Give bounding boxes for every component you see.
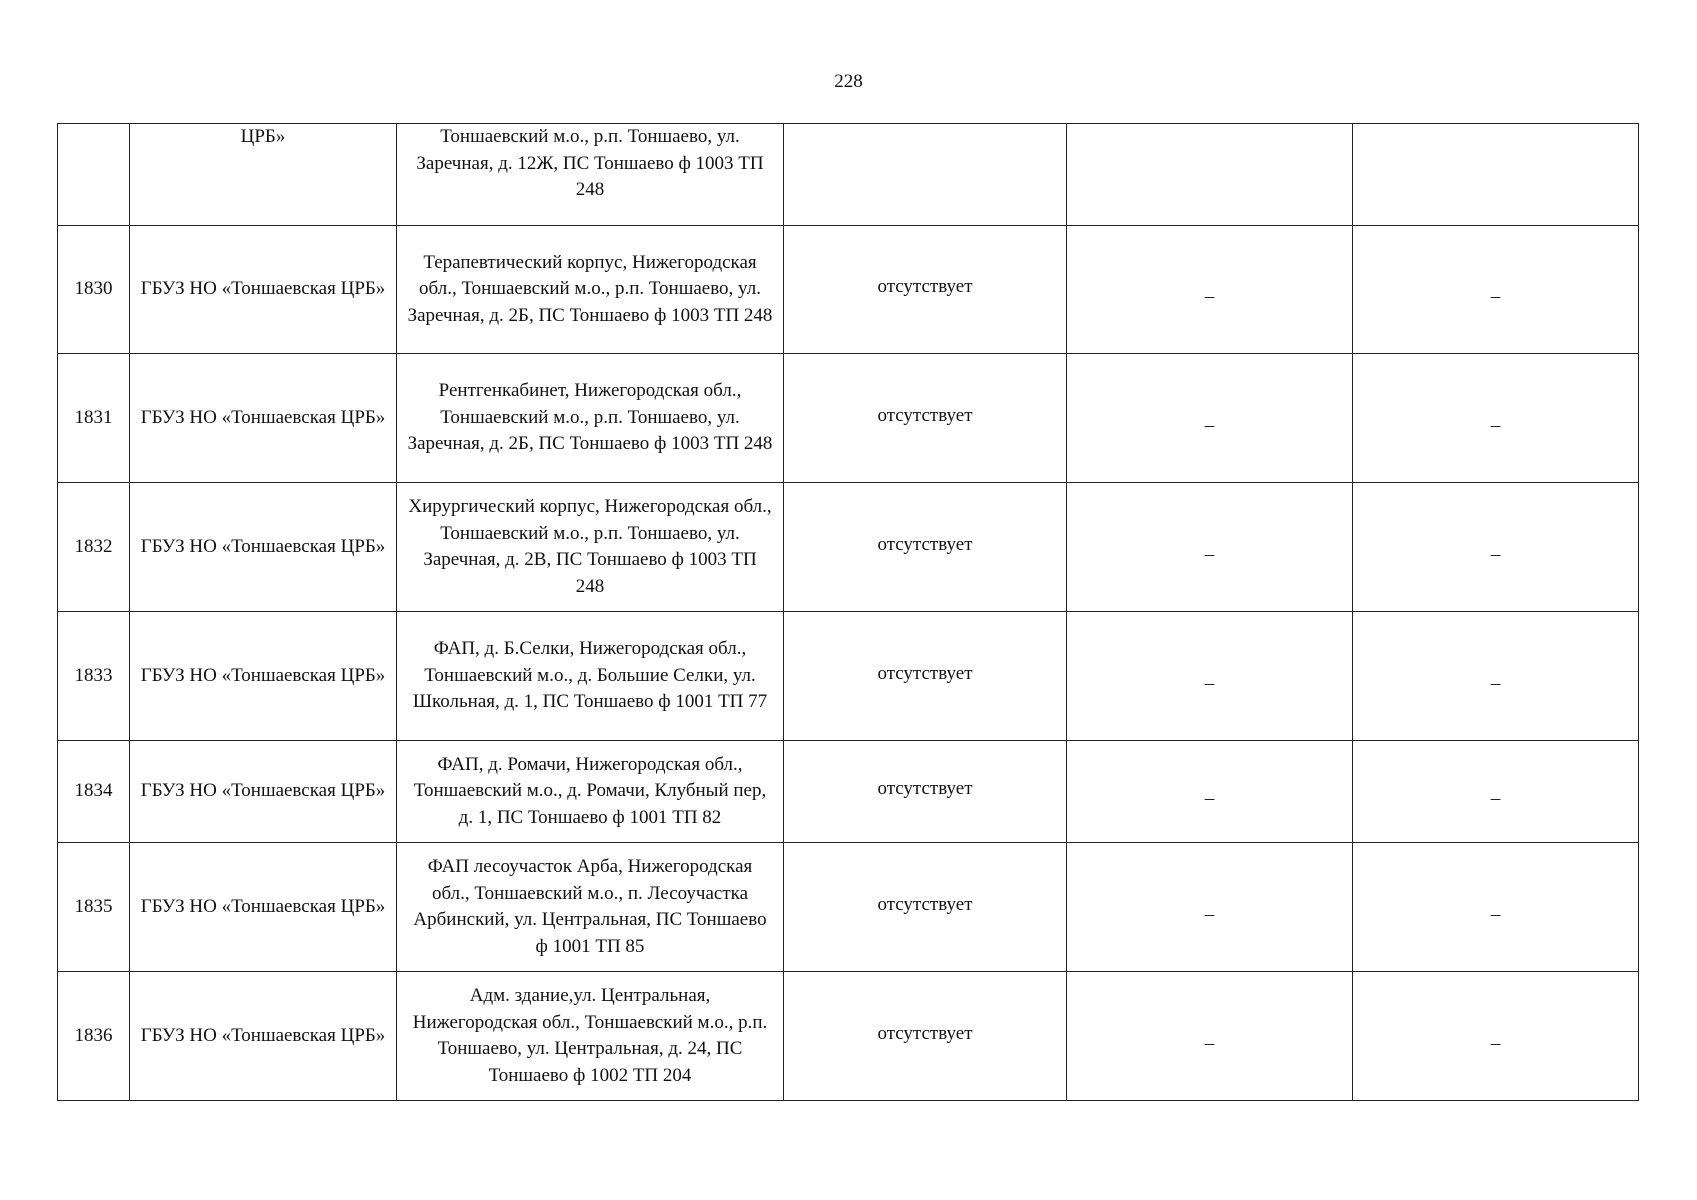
dash-text: –	[1490, 414, 1501, 436]
data-table	[57, 123, 1639, 1101]
dash-text: –	[1490, 903, 1501, 925]
cell-org: ЦРБ»	[130, 124, 397, 226]
cell-col5	[1067, 124, 1353, 226]
status-text: отсутствует	[877, 1022, 973, 1044]
cell-num: 1835	[58, 843, 130, 972]
dash-text: –	[1204, 286, 1215, 308]
cell-col6	[1353, 124, 1639, 226]
cell-address: ФАП, д. Б.Селки, Нижегородская обл., Тоншаевский м.о., д. Большие Селки, ул. Школьная, д. 1, ПС Тоншаево ф 1001 ТП 77	[397, 612, 784, 741]
table-row	[58, 843, 1639, 972]
table-row	[58, 972, 1639, 1101]
cell-org: ГБУЗ НО «Тоншаевская ЦРБ»	[130, 612, 397, 741]
cell-num: 1836	[58, 972, 130, 1101]
dash-text: –	[1204, 672, 1215, 694]
status-text: отсутствует	[877, 662, 973, 684]
dash-text: –	[1204, 543, 1215, 565]
cell-status	[784, 354, 1067, 483]
cell-num: 1830	[58, 226, 130, 354]
cell-col5	[1067, 972, 1353, 1101]
cell-col6	[1353, 354, 1639, 483]
cell-org: ГБУЗ НО «Тоншаевская ЦРБ»	[130, 483, 397, 612]
dash-text: –	[1204, 903, 1215, 925]
status-text: отсутствует	[877, 893, 973, 915]
cell-address: Рентгенкабинет, Нижегородская обл., Тоншаевский м.о., р.п. Тоншаево, ул. Заречная, д. 2Б, ПС Тоншаево ф 1003 ТП 248	[397, 354, 784, 483]
cell-address: ФАП лесоучасток Арба, Нижегородская обл., Тоншаевский м.о., п. Лесоучастка Арбинский, ул. Центральная, ПС Тоншаево ф 1001 ТП 85	[397, 843, 784, 972]
cell-address: Адм. здание,ул. Центральная, Нижегородская обл., Тоншаевский м.о., р.п. Тоншаево, ул. Центральная, д. 24, ПС Тоншаево ф 1002 ТП 204	[397, 972, 784, 1101]
status-text: отсутствует	[877, 276, 973, 298]
dash-text: –	[1490, 286, 1501, 308]
cell-col5	[1067, 741, 1353, 843]
cell-col6	[1353, 612, 1639, 741]
cell-num	[58, 124, 130, 226]
dash-text: –	[1490, 1032, 1501, 1054]
cell-status	[784, 843, 1067, 972]
cell-col6	[1353, 483, 1639, 612]
dash-text: –	[1204, 1032, 1215, 1054]
cell-status	[784, 226, 1067, 354]
cell-status	[784, 124, 1067, 226]
page-number: 228	[834, 71, 863, 92]
cell-num: 1831	[58, 354, 130, 483]
dash-text: –	[1204, 414, 1215, 436]
cell-col5	[1067, 226, 1353, 354]
cell-status	[784, 612, 1067, 741]
cell-status	[784, 741, 1067, 843]
status-text: отсутствует	[877, 778, 973, 800]
cell-status	[784, 483, 1067, 612]
dash-text: –	[1204, 788, 1215, 810]
cell-col6	[1353, 972, 1639, 1101]
table-row	[58, 354, 1639, 483]
cell-address: Терапевтический корпус, Нижегородская обл., Тоншаевский м.о., р.п. Тоншаево, ул. Заречная, д. 2Б, ПС Тоншаево ф 1003 ТП 248	[397, 226, 784, 354]
cell-org: ГБУЗ НО «Тоншаевская ЦРБ»	[130, 843, 397, 972]
dash-text: –	[1490, 672, 1501, 694]
cell-col5	[1067, 612, 1353, 741]
cell-num: 1833	[58, 612, 130, 741]
cell-num: 1834	[58, 741, 130, 843]
table-row	[58, 226, 1639, 354]
dash-text: –	[1490, 788, 1501, 810]
table-row-continued	[58, 124, 1639, 226]
cell-address: ФАП, д. Ромачи, Нижегородская обл., Тоншаевский м.о., д. Ромачи, Клубный пер, д. 1, ПС Тоншаево ф 1001 ТП 82	[397, 741, 784, 843]
cell-org: ГБУЗ НО «Тоншаевская ЦРБ»	[130, 741, 397, 843]
cell-org: ГБУЗ НО «Тоншаевская ЦРБ»	[130, 226, 397, 354]
table-row	[58, 612, 1639, 741]
cell-col6	[1353, 741, 1639, 843]
cell-address: Хирургический корпус, Нижегородская обл., Тоншаевский м.о., р.п. Тоншаево, ул. Заречная, д. 2В, ПС Тоншаево ф 1003 ТП 248	[397, 483, 784, 612]
cell-org: ГБУЗ НО «Тоншаевская ЦРБ»	[130, 354, 397, 483]
status-text: отсутствует	[877, 404, 973, 426]
dash-text: –	[1490, 543, 1501, 565]
cell-col5	[1067, 354, 1353, 483]
cell-col6	[1353, 226, 1639, 354]
cell-org: ГБУЗ НО «Тоншаевская ЦРБ»	[130, 972, 397, 1101]
cell-num: 1832	[58, 483, 130, 612]
cell-address: Тоншаевский м.о., р.п. Тоншаево, ул. Заречная, д. 12Ж, ПС Тоншаево ф 1003 ТП 248	[397, 124, 784, 226]
cell-col5	[1067, 483, 1353, 612]
status-text: отсутствует	[877, 533, 973, 555]
table-row	[58, 483, 1639, 612]
table-row	[58, 741, 1639, 843]
cell-col6	[1353, 843, 1639, 972]
cell-status	[784, 972, 1067, 1101]
cell-col5	[1067, 843, 1353, 972]
